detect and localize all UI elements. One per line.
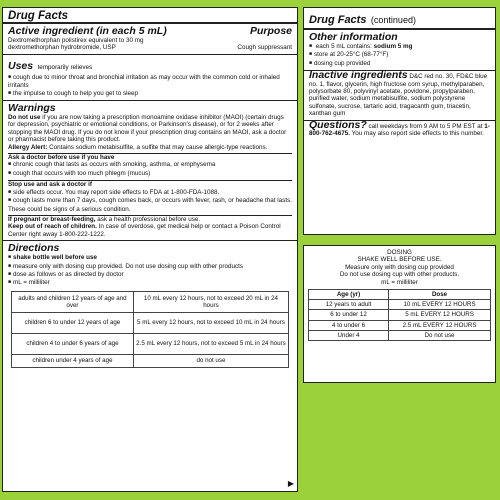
table-cell-age: children 6 to under 12 years of age <box>12 312 134 333</box>
questions-phone: 1-800-762-4675. <box>309 122 490 138</box>
table-row <box>12 291 289 312</box>
table-cell-age: 12 years to adult <box>309 300 389 310</box>
table-cell-age: Under 4 <box>309 330 389 340</box>
table-cell-dose: 10 mL EVERY 12 HOURS <box>389 300 491 310</box>
dosing-line-1: Measure only with dosing cup provided <box>345 263 454 271</box>
uses-intro: temporarily relieves <box>37 63 93 71</box>
dosing-col-dose: Dose <box>389 290 491 300</box>
table-cell-dose: Do not use <box>389 330 491 340</box>
do-not-use-label: Do not use <box>8 114 41 122</box>
ask-doctor-header: Ask a doctor before use if you have <box>8 154 115 162</box>
other-item-2: ■ store at 20-25°C (68-77°F) <box>304 51 495 59</box>
inactive-text: D&C red no. 30, FD&C blue no. 1, flavor, glycerin, high fructose corn syrup, methylparaben, polysorbate 80, polyvinyl acetate, povidone, propylparaben, purified water, sodium metabisulfite, sodium polystyrene sulfonate, sucrose, tartaric acid, tragacanth gum, triacetin, xanthan gum <box>309 73 488 118</box>
active-ingredient-header: Active ingredient (in each 5 mL) <box>8 25 167 37</box>
table-cell-dose: 5 mL EVERY 12 HOURS <box>389 310 491 320</box>
dosing-table <box>308 289 491 341</box>
pregnant-label: If pregnant or breast-feeding, <box>8 215 96 223</box>
directions-item-3: ■ mL = milliliter <box>3 279 297 287</box>
keep-out-text: In case of overdose, get medical help or contact a Poison Control Center right away 1-800-222-1222. <box>8 223 281 238</box>
table-row <box>12 354 289 367</box>
table-row <box>309 320 491 330</box>
directions-table <box>11 291 289 368</box>
table-cell-age: adults and children 12 years of age and over <box>12 291 134 312</box>
directions-item-1: ■ measure only with dosing cup provided. Do not use dosing cup with other products <box>3 263 297 271</box>
uses-item-1: ■ cough due to minor throat and bronchial irritation as may occur with the common cold or inhaled irritants <box>3 74 297 90</box>
table-row <box>12 312 289 333</box>
pregnant-text: ask a health professional before use. <box>97 215 201 223</box>
directions-shake: ■ shake bottle well before use <box>3 254 297 262</box>
table-header-row <box>309 290 491 300</box>
other-info-header: Other information <box>309 31 398 43</box>
table-row <box>309 300 491 310</box>
drug-facts-panel <box>2 7 298 492</box>
questions-header: Questions? <box>309 118 367 131</box>
questions-text-1: call weekdays from 9 AM to 5 PM EST at <box>368 122 483 130</box>
dosing-subtitle: SHAKE WELL BEFORE USE. <box>357 256 442 264</box>
allergy-label: Allergy Alert: <box>8 143 48 151</box>
table-cell-age: children 4 to under 6 years of age <box>12 333 134 354</box>
table-cell-dose: 10 mL every 12 hours, not to exceed 20 mL in 24 hours <box>133 291 288 312</box>
dosing-panel <box>303 245 496 383</box>
questions-text-2: You may also report side effects to this number. <box>351 130 484 138</box>
keep-out-label: Keep out of reach of children. <box>8 223 97 231</box>
ask-item-1: ■ chronic cough that lasts as occurs with smoking, asthma, or emphysema <box>3 161 297 169</box>
active-line-1: Dextromethorphan polistirex equivalent to 30 mg <box>8 37 144 44</box>
do-not-use-text: if you are now taking a prescription monoamine oxidase inhibitor (MAOI) (certain drugs for depression, psychiatric or emotional conditions, or Parkinson's disease), or for 2 weeks after stopping the MAOI drug. If you do not know if your prescription drug contains an MAOI, ask a doctor or pharmacist before taking this product. <box>8 114 287 144</box>
inactive-header: Inactive ingredients <box>309 69 408 82</box>
stop-item-1: ■ side effects occur. You may report side effects to FDA at 1-800-FDA-1088. <box>3 189 297 197</box>
table-cell-dose: do not use <box>133 354 288 367</box>
table-cell-age: children under 4 years of age <box>12 354 134 367</box>
other-item-1-bold: sodium 5 mg <box>373 43 413 50</box>
table-cell-dose: 5 mL every 12 hours, not to exceed 10 mL in 24 hours <box>133 312 288 333</box>
continued-title: Drug Facts <box>309 14 367 26</box>
uses-item-2: ■ the impulse to cough to help you get to sleep <box>3 90 297 98</box>
stop-use-header: Stop use and ask a doctor if <box>8 181 92 189</box>
table-cell-dose: 2.5 mL EVERY 12 HOURS <box>389 320 491 330</box>
table-row <box>12 333 289 354</box>
dosing-line-3: mL = milliliter <box>381 278 418 286</box>
stop-item-2: ■ cough lasts more than 7 days, cough comes back, or occurs with fever, rash, or headache that lasts. These could be signs of a serious condition. <box>3 197 297 213</box>
table-row <box>309 310 491 320</box>
dosing-line-2: Do not use dosing cup with other products. <box>339 271 460 279</box>
purpose-value: Cough suppressant <box>237 44 292 52</box>
allergy-text: Contains sodium metabisulfite, a sulfite that may cause allergic-type reactions. <box>49 143 268 151</box>
table-cell-age: 6 to under 12 <box>309 310 389 320</box>
uses-header: Uses <box>8 59 34 72</box>
purpose-header: Purpose <box>249 25 292 37</box>
warnings-header: Warnings <box>8 102 56 115</box>
table-cell-dose: 2.5 mL every 12 hours, not to exceed 5 mL in 24 hours <box>133 333 288 354</box>
other-item-3: ■ dosing cup provided <box>304 60 495 68</box>
dosing-col-age: Age (yr) <box>309 290 389 300</box>
directions-header: Directions <box>8 242 60 255</box>
right-arrow-icon: ▶ <box>287 479 294 488</box>
continued-label: (continued) <box>370 15 416 25</box>
table-row <box>309 330 491 340</box>
active-line-2: dextromethorphan hydrobromide, USP <box>8 44 116 52</box>
other-item-1: each 5 mL contains: <box>315 43 372 50</box>
ask-item-2: ■ cough that occurs with too much phlegm (mucus) <box>3 170 297 178</box>
drug-facts-continued-panel <box>303 7 496 235</box>
drug-facts-title: Drug Facts <box>8 10 69 22</box>
dosing-title: DOSING <box>387 249 412 256</box>
table-cell-age: 4 to under 6 <box>309 320 389 330</box>
directions-item-2: ■ dose as follows or as directed by doctor <box>3 271 297 279</box>
